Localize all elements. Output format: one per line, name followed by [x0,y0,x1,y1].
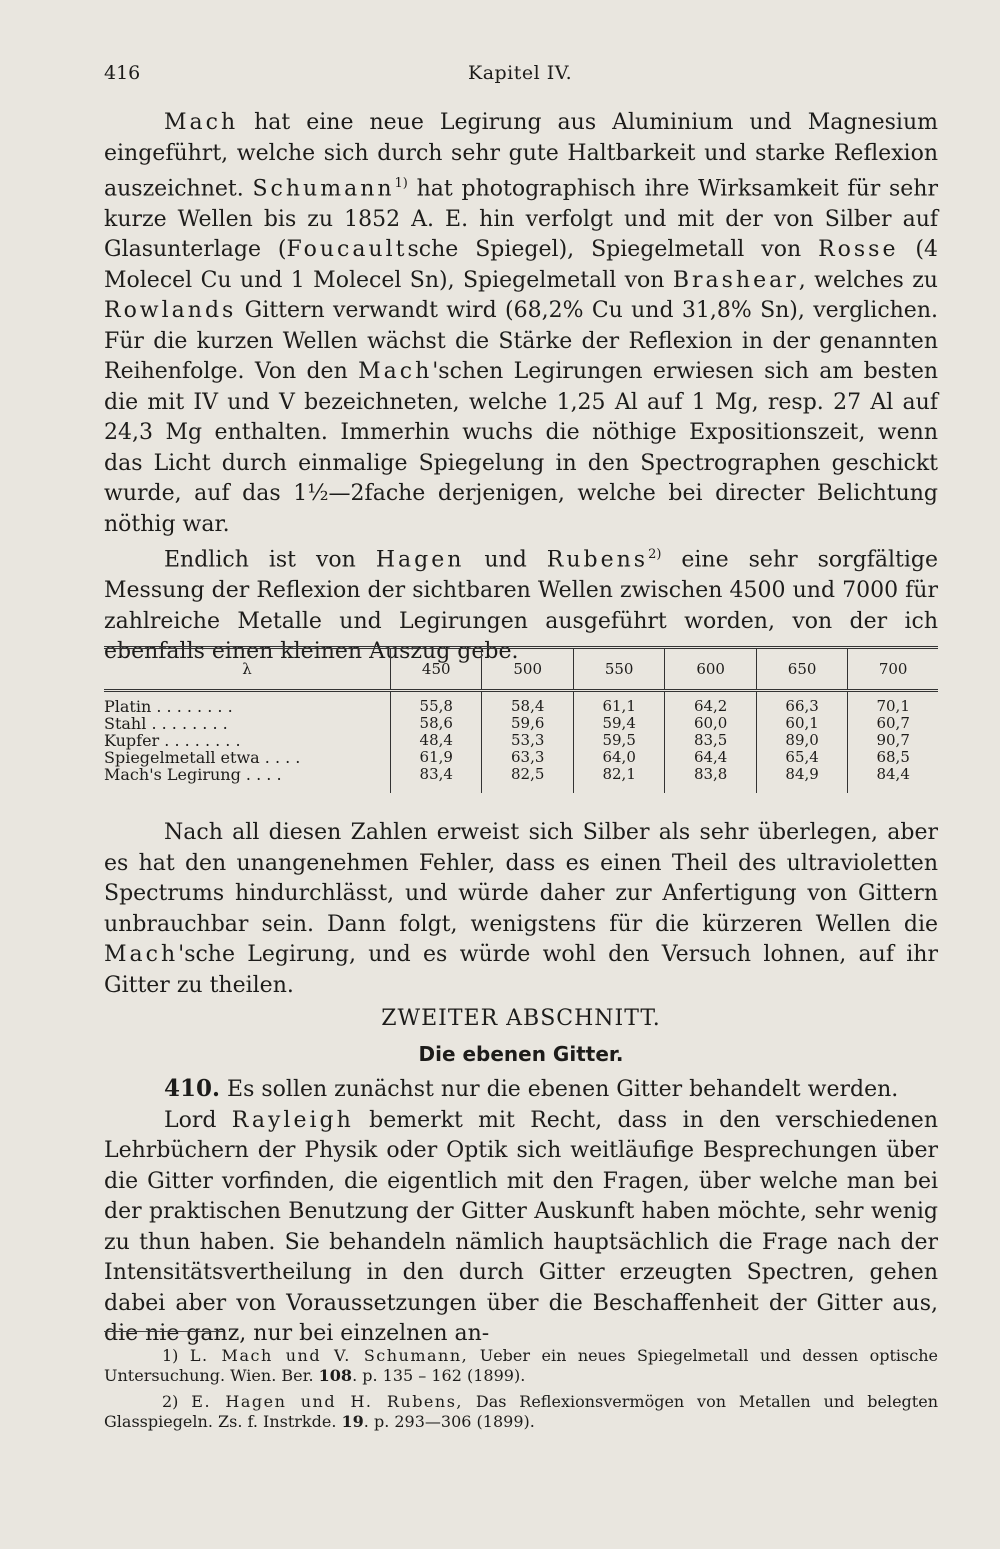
name-rowlands: Rowlands [104,298,237,324]
text-block-2 [104,818,938,1001]
footnote-ref-1: 1) [394,176,408,191]
table-cell: 61,9 [391,749,482,766]
row-label: Spiegelmetall etwa . . . . [104,748,301,767]
table-cell: 53,3 [482,732,573,749]
section-subtitle: Die ebenen Gitter. [418,1042,624,1066]
text-run: 'sche Legirung, und es würde wohl den Versuch lohnen, auf ihr Gitter zu theilen. [104,942,938,998]
row-label: Mach's Legirung . . . . [104,765,282,784]
column-header: 500 [482,648,573,691]
name-rubens: Rubens [546,547,649,573]
text-run: Gittern verwandt wird (68,2% Cu und 31,8% Sn), verglichen. Für die kurzen Wellen wächst die Stärke der Reflexion in der genannten Reihenfolge. Von den [104,298,938,385]
table-cell: 60,7 [848,715,938,732]
table-cell: 64,0 [573,749,664,766]
row-label: Platin . . . . . . . . [104,697,233,716]
column-header: 700 [848,648,938,691]
footnote-1 [104,1346,938,1386]
text-run: Nach all diesen Zahlen erweist sich Silber als sehr überlegen, aber es hat den unangenehmen Fehler, dass es einen Theil des ultravioletten Spectrums hindurchlässt, und würde daher zur Anfertigung von Gittern unbrauchbar sein. Dann folgt, wenigstens für die kürzeren Wellen die [104,820,938,937]
text-run: hat photographisch ihre Wirksamkeit für sehr kurze Wellen bis zu 1852 A. E. hin verfolgt und mit der von Silber auf Glasunterlage ( [104,176,938,263]
table-cell: 90,7 [848,732,938,749]
column-header: 650 [756,648,847,691]
table-row [104,749,938,766]
footnote-authors: L. Mach und V. Schumann, [189,1346,469,1365]
section-title: ZWEITER ABSCHNITT. [381,1006,661,1031]
text-run: und [464,547,547,573]
table-row [104,715,938,732]
footnote-authors: E. Hagen und H. Rubens, [191,1392,464,1411]
table-cell: 83,8 [665,766,756,793]
name-schumann: Schumann [252,176,395,202]
table-cell: 89,0 [756,732,847,749]
table-cell: 82,5 [482,766,573,793]
table-cell: 82,1 [573,766,664,793]
footnote-ref-2: 2) [648,547,662,563]
page-number: 416 [104,62,141,84]
column-header-lambda: λ [104,648,391,691]
table-cell: 61,1 [573,691,664,716]
table-cell: 60,1 [756,715,847,732]
footnote-mark: 1) [162,1346,179,1365]
table-cell: 59,5 [573,732,664,749]
table-cell: 83,4 [391,766,482,793]
footnote-volume: 19 [341,1412,364,1431]
table-cell: 68,5 [848,749,938,766]
footnotes [104,1346,938,1438]
table-cell: 59,4 [573,715,664,732]
table-cell: 60,0 [665,715,756,732]
table-cell: 64,4 [665,749,756,766]
text-run: , welches zu [798,267,938,293]
text-run: Lord [164,1107,232,1133]
table-row [104,766,938,793]
footnote-mark: 2) [162,1392,179,1411]
paragraph-rayleigh [104,1106,938,1350]
text-run: Endlich ist von [164,547,376,573]
table-cell: 66,3 [756,691,847,716]
text-run: . p. 135 – 162 (1899). [352,1366,526,1385]
name-brashear: Brashear [672,267,799,293]
paragraph-number: 410. [164,1075,221,1102]
column-header: 550 [573,648,664,691]
name-mach: Mach [358,359,433,385]
paragraph-silber [104,818,938,1001]
footnote-rule [104,1331,224,1332]
row-label: Stahl . . . . . . . . [104,714,228,733]
column-header: 450 [391,648,482,691]
text-run: (4 Molecel Cu und 1 Molecel Sn), Spiegelmetall von [104,237,939,293]
text-run: . p. 293—306 (1899). [363,1412,535,1431]
page-header [104,62,940,92]
name-mach: Mach [104,942,179,967]
name-rayleigh: Rayleigh [231,1107,354,1133]
name-mach: Mach [164,110,239,135]
text-run: sche Spiegel), Spiegelmetall von [407,237,819,263]
text-run: 'schen Legirungen erwiesen sich am besten die mit IV und V bezeichneten, welche 1,25 Al auf 1 Mg, resp. 27 Al auf 24,3 Mg enthalten. Immerhin wuchs die nöthige Expositionszeit, wenn das Licht durch einmalige Spiegelung in den Spectrographen geschickt wurde, auf das 1½—2fache derjenigen, welche bei directer Belichtung nöthig war. [104,359,939,537]
table-cell: 48,4 [391,732,482,749]
name-foucault: Foucault [286,237,408,263]
paragraph-mach-legirung [104,108,938,540]
table-cell: 64,2 [665,691,756,716]
table-cell: 65,4 [756,749,847,766]
text-run: bemerkt mit Recht, dass in den verschiedenen Lehrbüchern der Physik oder Optik sich weitläufige Besprechungen über die Gitter vorfinden, die eigentlich mit den Fragen, über welche man bei der praktischen Benutzung der Gitter Auskunft haben möchte, sehr wenig zu thun haben. Sie behandeln nämlich hauptsächlich die Frage nach der Intensitätsvertheilung in den durch Gitter erzeugten Spectren, gehen dabei aber von Voraussetzungen über die Beschaffenheit der Gitter aus, die nie ganz, nur bei einzelnen an- [104,1107,938,1346]
table-cell: 84,9 [756,766,847,793]
text-run: hat eine neue Legirung aus Aluminium und Magnesium eingeführt, welche sich durch sehr gute Haltbarkeit und starke Reflexion auszeichnet. [104,110,938,202]
table-cell: 70,1 [848,691,938,716]
table-row [104,691,938,716]
reflexion-table [104,646,938,793]
table-header-row [104,648,938,691]
text-run: Ueber ein neues Spiegelmetall und dessen optische Untersuchung. Wien. Ber. [104,1346,938,1385]
table-cell: 59,6 [482,715,573,732]
table-cell: 55,8 [391,691,482,716]
text-run: Es sollen zunächst nur die ebenen Gitter behandelt werden. [227,1077,899,1102]
footnote-2 [104,1392,938,1432]
text-block-3 [104,1074,938,1350]
paragraph-410 [104,1074,938,1106]
text-run: Das Reflexionsvermögen von Metallen und belegten Glasspiegeln. Zs. f. Instrkde. [104,1392,939,1431]
name-hagen: Hagen [375,547,465,573]
footnote-volume: 108 [318,1366,353,1385]
text-block-1 [104,108,938,668]
table-row [104,732,938,749]
table-cell: 63,3 [482,749,573,766]
column-header: 600 [665,648,756,691]
row-label: Kupfer . . . . . . . . [104,731,241,750]
text-run: eine sehr sorgfältige Messung der Reflexion der sichtbaren Wellen zwischen 4500 und 7000 für zahlreiche Metalle und Legirungen ausgeführt worden, von der ich ebenfalls einen kleinen Auszug gebe. [104,547,938,665]
table-cell: 83,5 [665,732,756,749]
name-rosse: Rosse [818,237,899,263]
table-cell: 84,4 [848,766,938,793]
table-cell: 58,6 [391,715,482,732]
table-cell: 58,4 [482,691,573,716]
running-head: Kapitel IV. [468,62,573,84]
